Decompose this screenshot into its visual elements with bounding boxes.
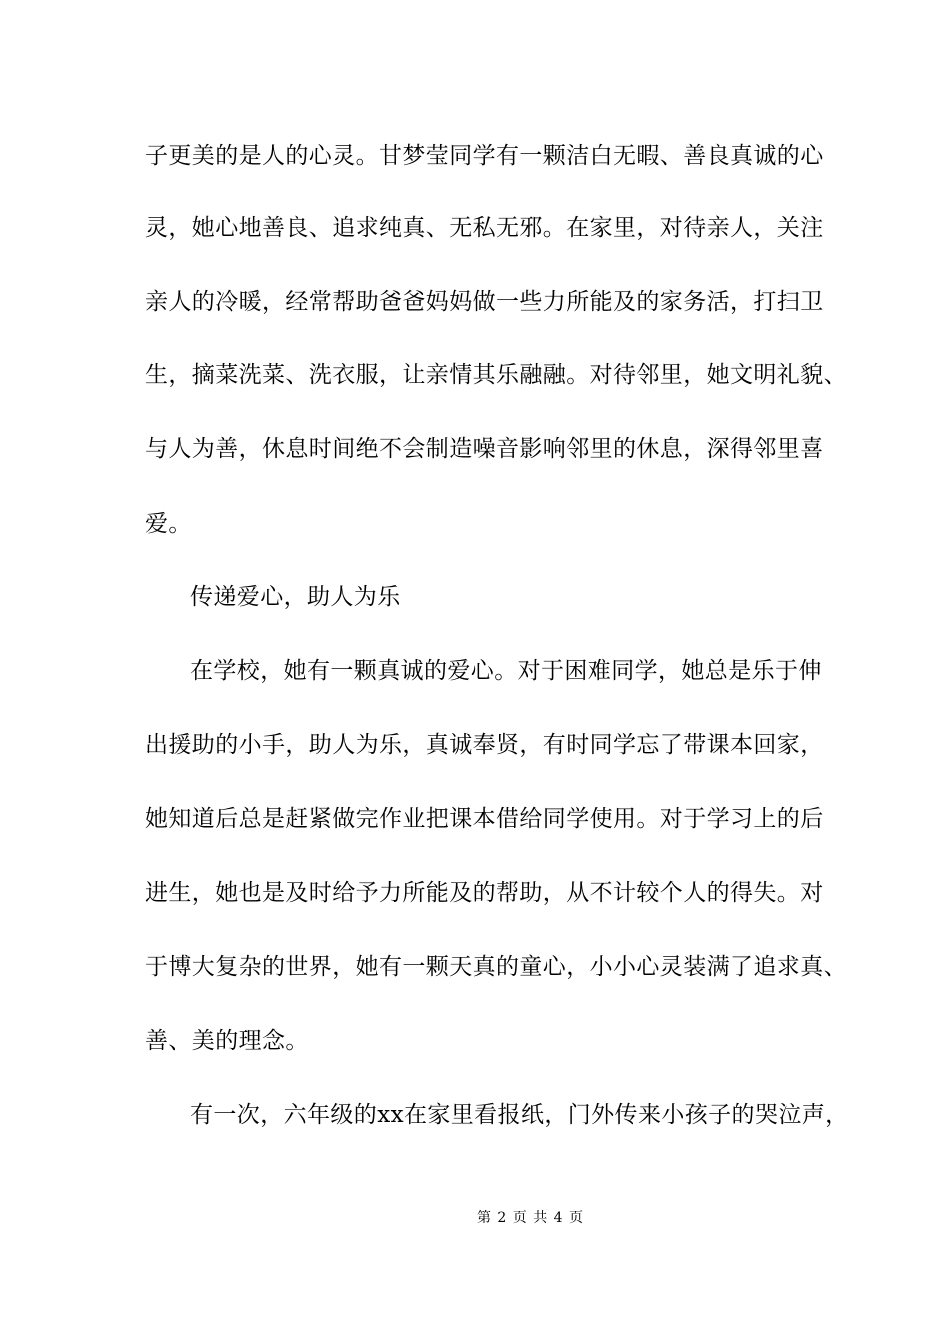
- paragraph-line: 于博大复杂的世界，她有一颗天真的童心，小小心灵装满了追求真、: [145, 954, 847, 980]
- paragraph-line: 灵，她心地善良、追求纯真、无私无邪。在家里，对待亲人，关注: [145, 215, 824, 241]
- paragraph-line: 子更美的是人的心灵。甘梦莹同学有一颗洁白无暇、善良真诚的心: [145, 143, 824, 169]
- paragraph-line: 她知道后总是赶紧做完作业把课本借给同学使用。对于学习上的后: [145, 806, 824, 832]
- paragraph-line: 出援助的小手，助人为乐，真诚奉贤，有时同学忘了带课本回家，: [145, 732, 824, 758]
- paragraph-line: 爱。: [145, 511, 192, 537]
- paragraph-line: 生，摘菜洗菜、洗衣服，让亲情其乐融融。对待邻里，她文明礼貌、: [145, 362, 847, 388]
- paragraph-line: 在学校，她有一颗真诚的爱心。对于困难同学，她总是乐于伸: [190, 658, 822, 684]
- paragraph-line: 亲人的冷暖，经常帮助爸爸妈妈做一些力所能及的家务活，打扫卫: [145, 289, 824, 315]
- paragraph-line: 进生，她也是及时给予力所能及的帮助，从不计较个人的得失。对: [145, 880, 824, 906]
- paragraph-line: 有一次，六年级的xx在家里看报纸，门外传来小孩子的哭泣声，: [190, 1102, 849, 1128]
- section-heading: 传递爱心，助人为乐: [190, 584, 401, 610]
- paragraph-line: 善、美的理念。: [145, 1028, 309, 1054]
- page-number-footer: 第 2 页 共 4 页: [476, 1210, 584, 1226]
- paragraph-line: 与人为善，休息时间绝不会制造噪音影响邻里的休息，深得邻里喜: [145, 436, 824, 462]
